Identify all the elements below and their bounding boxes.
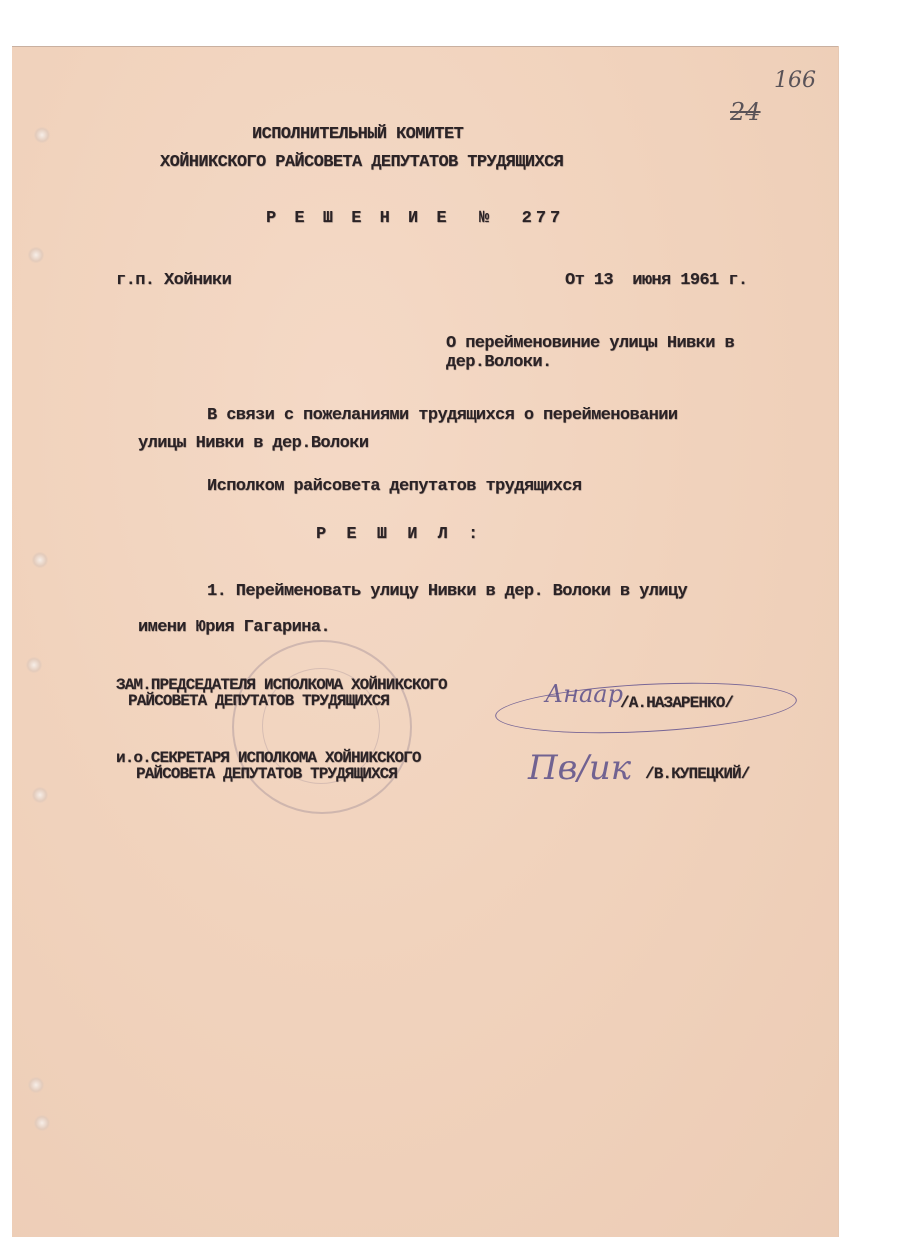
preamble-line2: улицы Нивки в дер.Волоки <box>138 434 369 453</box>
punch-hole <box>28 1077 44 1093</box>
punch-hole <box>34 1115 50 1131</box>
place: г.п. Хойники <box>116 271 232 290</box>
signatory1-name: /А.НАЗАРЕНКО/ <box>620 694 734 712</box>
authority-line: Исполком райсовета депутатов трудящихся <box>207 477 582 496</box>
folio-old-number: 24 <box>730 98 761 126</box>
signatory2-title-line1: и.о.СЕКРЕТАРЯ ИСПОЛКОМА ХОЙНИКСКОГО <box>116 749 421 767</box>
official-stamp <box>232 640 412 814</box>
org-name-line2: ХОЙНИКСКОГО РАЙСОВЕТА ДЕПУТАТОВ ТРУДЯЩИХСЯ <box>160 153 564 172</box>
punch-hole <box>26 657 42 673</box>
signatory2-name: /В.КУПЕЦКИЙ/ <box>645 765 750 783</box>
subject-line1: О перейменовиние улицы Нивки в <box>446 334 735 353</box>
signature1-handwritten: Анаар <box>545 680 623 708</box>
signatory1-title-line1: ЗАМ.ПРЕДСЕДАТЕЛЯ ИСПОЛКОМА ХОЙНИКСКОГО <box>116 676 447 694</box>
subject-line2: дер.Волоки. <box>446 353 552 372</box>
decision-date: От 13 июня 1961 г. <box>565 271 748 290</box>
org-name-line1: ИСПОЛНИТЕЛЬНЫЙ КОМИТЕТ <box>252 125 464 144</box>
folio-new-number: 166 <box>774 68 816 93</box>
resolved-heading: Р Е Ш И Л : <box>316 525 484 544</box>
punch-hole <box>32 787 48 803</box>
item1-line2: имени Юрия Гагарина. <box>138 618 331 637</box>
punch-hole <box>28 247 44 263</box>
preamble-line1: В связи с пожеланиями трудящихся о перейменовании <box>207 406 678 425</box>
signatory1-title-line2: РАЙСОВЕТА ДЕПУТАТОВ ТРУДЯЩИХСЯ <box>128 692 390 710</box>
item1-line1: 1. Перейменовать улицу Нивки в дер. Волоки в улицу <box>207 582 688 601</box>
signatory2-title-line2: РАЙСОВЕТА ДЕПУТАТОВ ТРУДЯЩИХСЯ <box>136 765 398 783</box>
signature2-handwritten: Пв/ик <box>528 748 632 788</box>
document-type-number: Р Е Ш Е Н И Е № 277 <box>266 209 565 228</box>
punch-hole <box>32 552 48 568</box>
punch-hole <box>34 127 50 143</box>
